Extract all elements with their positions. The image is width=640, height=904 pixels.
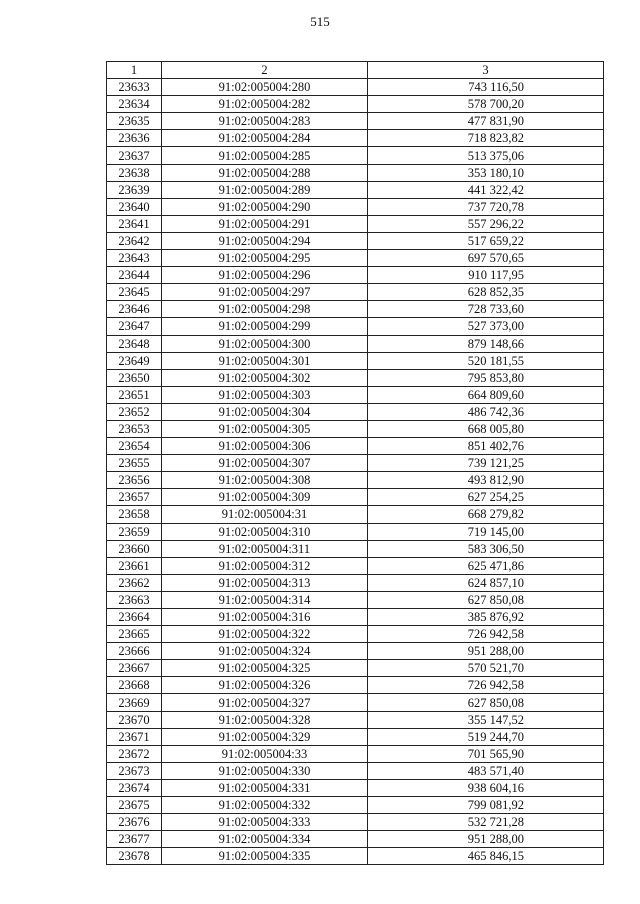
cadastral-number-cell: 91:02:005004:331 <box>162 779 368 796</box>
value-cell: 578 700,20 <box>368 96 604 113</box>
table-row <box>107 591 604 608</box>
table-row <box>107 250 604 267</box>
cadastral-number-cell: 91:02:005004:290 <box>162 198 368 215</box>
table-row <box>107 113 604 130</box>
table-row <box>107 831 604 848</box>
cadastral-number-cell: 91:02:005004:330 <box>162 762 368 779</box>
cadastral-number-cell: 91:02:005004:302 <box>162 369 368 386</box>
row-number-cell: 23640 <box>107 198 162 215</box>
cadastral-number-cell: 91:02:005004:326 <box>162 677 368 694</box>
table-header <box>107 62 604 79</box>
table-row <box>107 301 604 318</box>
row-number-cell: 23654 <box>107 438 162 455</box>
table-row <box>107 711 604 728</box>
value-cell: 353 180,10 <box>368 164 604 181</box>
cadastral-number-cell: 91:02:005004:288 <box>162 164 368 181</box>
value-cell: 493 812,90 <box>368 472 604 489</box>
cadastral-number-cell: 91:02:005004:309 <box>162 489 368 506</box>
value-cell: 557 296,22 <box>368 215 604 232</box>
page-number: 515 <box>310 14 330 29</box>
cadastral-number-cell: 91:02:005004:285 <box>162 147 368 164</box>
row-number-cell: 23643 <box>107 250 162 267</box>
table-row <box>107 677 604 694</box>
value-cell: 513 375,06 <box>368 147 604 164</box>
row-number-cell: 23655 <box>107 455 162 472</box>
table-row <box>107 814 604 831</box>
table-row <box>107 335 604 352</box>
row-number-cell: 23666 <box>107 643 162 660</box>
row-number-cell: 23678 <box>107 848 162 865</box>
value-cell: 664 809,60 <box>368 386 604 403</box>
row-number-cell: 23649 <box>107 352 162 369</box>
table-row <box>107 848 604 865</box>
row-number-cell: 23676 <box>107 814 162 831</box>
row-number-cell: 23639 <box>107 181 162 198</box>
cadastral-number-cell: 91:02:005004:296 <box>162 267 368 284</box>
row-number-cell: 23650 <box>107 369 162 386</box>
value-cell: 628 852,35 <box>368 284 604 301</box>
table-row <box>107 694 604 711</box>
cadastral-number-cell: 91:02:005004:299 <box>162 318 368 335</box>
table-row <box>107 489 604 506</box>
cadastral-number-cell: 91:02:005004:284 <box>162 130 368 147</box>
row-number-cell: 23662 <box>107 574 162 591</box>
row-number-cell: 23671 <box>107 728 162 745</box>
cadastral-number-cell: 91:02:005004:324 <box>162 643 368 660</box>
cadastral-number-cell: 91:02:005004:297 <box>162 284 368 301</box>
table-row <box>107 626 604 643</box>
value-cell: 465 846,15 <box>368 848 604 865</box>
row-number-cell: 23673 <box>107 762 162 779</box>
table-row <box>107 352 604 369</box>
row-number-cell: 23675 <box>107 797 162 814</box>
row-number-cell: 23657 <box>107 489 162 506</box>
value-cell: 583 306,50 <box>368 540 604 557</box>
table-row <box>107 557 604 574</box>
row-number-cell: 23634 <box>107 96 162 113</box>
table-row <box>107 745 604 762</box>
table-row <box>107 438 604 455</box>
table-row <box>107 779 604 796</box>
row-number-cell: 23659 <box>107 523 162 540</box>
value-cell: 799 081,92 <box>368 797 604 814</box>
cadastral-number-cell: 91:02:005004:322 <box>162 626 368 643</box>
value-cell: 951 288,00 <box>368 643 604 660</box>
row-number-cell: 23661 <box>107 557 162 574</box>
cadastral-number-cell: 91:02:005004:327 <box>162 694 368 711</box>
cadastral-number-cell: 91:02:005004:334 <box>162 831 368 848</box>
value-cell: 701 565,90 <box>368 745 604 762</box>
cadastral-number-cell: 91:02:005004:295 <box>162 250 368 267</box>
value-cell: 527 373,00 <box>368 318 604 335</box>
value-cell: 486 742,36 <box>368 403 604 420</box>
row-number-cell: 23653 <box>107 420 162 437</box>
table-body <box>107 79 604 865</box>
row-number-cell: 23652 <box>107 403 162 420</box>
value-cell: 726 942,58 <box>368 677 604 694</box>
column-header-2: 2 <box>162 62 368 79</box>
row-number-cell: 23656 <box>107 472 162 489</box>
table-row <box>107 215 604 232</box>
table-row <box>107 523 604 540</box>
value-cell: 570 521,70 <box>368 660 604 677</box>
value-cell: 627 254,25 <box>368 489 604 506</box>
row-number-cell: 23635 <box>107 113 162 130</box>
table-row <box>107 403 604 420</box>
cadastral-number-cell: 91:02:005004:280 <box>162 79 368 96</box>
value-cell: 625 471,86 <box>368 557 604 574</box>
value-cell: 851 402,76 <box>368 438 604 455</box>
table-row <box>107 420 604 437</box>
row-number-cell: 23670 <box>107 711 162 728</box>
row-number-cell: 23658 <box>107 506 162 523</box>
table-row <box>107 79 604 96</box>
table-row <box>107 147 604 164</box>
cadastral-number-cell: 91:02:005004:335 <box>162 848 368 865</box>
row-number-cell: 23648 <box>107 335 162 352</box>
cadastral-number-cell: 91:02:005004:289 <box>162 181 368 198</box>
value-cell: 627 850,08 <box>368 591 604 608</box>
data-table <box>106 61 604 865</box>
cadastral-number-cell: 91:02:005004:304 <box>162 403 368 420</box>
column-header-1: 1 <box>107 62 162 79</box>
cadastral-number-cell: 91:02:005004:314 <box>162 591 368 608</box>
cadastral-number-cell: 91:02:005004:329 <box>162 728 368 745</box>
table-row <box>107 130 604 147</box>
table-row <box>107 455 604 472</box>
table-row <box>107 540 604 557</box>
cadastral-number-cell: 91:02:005004:308 <box>162 472 368 489</box>
row-number-cell: 23638 <box>107 164 162 181</box>
cadastral-number-cell: 91:02:005004:291 <box>162 215 368 232</box>
row-number-cell: 23641 <box>107 215 162 232</box>
value-cell: 520 181,55 <box>368 352 604 369</box>
row-number-cell: 23663 <box>107 591 162 608</box>
value-cell: 441 322,42 <box>368 181 604 198</box>
value-cell: 519 244,70 <box>368 728 604 745</box>
table-row <box>107 267 604 284</box>
table-row <box>107 284 604 301</box>
column-header-3: 3 <box>368 62 604 79</box>
row-number-cell: 23667 <box>107 660 162 677</box>
value-cell: 726 942,58 <box>368 626 604 643</box>
cadastral-number-cell: 91:02:005004:306 <box>162 438 368 455</box>
value-cell: 737 720,78 <box>368 198 604 215</box>
cadastral-number-cell: 91:02:005004:305 <box>162 420 368 437</box>
value-cell: 517 659,22 <box>368 232 604 249</box>
value-cell: 627 850,08 <box>368 694 604 711</box>
row-number-cell: 23665 <box>107 626 162 643</box>
cadastral-number-cell: 91:02:005004:328 <box>162 711 368 728</box>
table-row <box>107 643 604 660</box>
cadastral-number-cell: 91:02:005004:31 <box>162 506 368 523</box>
value-cell: 951 288,00 <box>368 831 604 848</box>
table-row <box>107 574 604 591</box>
row-number-cell: 23637 <box>107 147 162 164</box>
cadastral-number-cell: 91:02:005004:300 <box>162 335 368 352</box>
cadastral-number-cell: 91:02:005004:294 <box>162 232 368 249</box>
value-cell: 668 279,82 <box>368 506 604 523</box>
value-cell: 624 857,10 <box>368 574 604 591</box>
table-row <box>107 506 604 523</box>
value-cell: 668 005,80 <box>368 420 604 437</box>
cadastral-number-cell: 91:02:005004:301 <box>162 352 368 369</box>
table-row <box>107 96 604 113</box>
table-row <box>107 164 604 181</box>
value-cell: 938 604,16 <box>368 779 604 796</box>
cadastral-number-cell: 91:02:005004:298 <box>162 301 368 318</box>
value-cell: 355 147,52 <box>368 711 604 728</box>
table-row <box>107 797 604 814</box>
value-cell: 728 733,60 <box>368 301 604 318</box>
table-row <box>107 472 604 489</box>
value-cell: 719 145,00 <box>368 523 604 540</box>
row-number-cell: 23647 <box>107 318 162 335</box>
table-row <box>107 318 604 335</box>
cadastral-number-cell: 91:02:005004:312 <box>162 557 368 574</box>
row-number-cell: 23668 <box>107 677 162 694</box>
table-row <box>107 660 604 677</box>
table-row <box>107 232 604 249</box>
table-row <box>107 609 604 626</box>
table-row <box>107 181 604 198</box>
value-cell: 718 823,82 <box>368 130 604 147</box>
cadastral-number-cell: 91:02:005004:282 <box>162 96 368 113</box>
table-row <box>107 369 604 386</box>
row-number-cell: 23677 <box>107 831 162 848</box>
cadastral-number-cell: 91:02:005004:333 <box>162 814 368 831</box>
cadastral-number-cell: 91:02:005004:307 <box>162 455 368 472</box>
row-number-cell: 23642 <box>107 232 162 249</box>
value-cell: 879 148,66 <box>368 335 604 352</box>
value-cell: 697 570,65 <box>368 250 604 267</box>
cadastral-number-cell: 91:02:005004:313 <box>162 574 368 591</box>
row-number-cell: 23660 <box>107 540 162 557</box>
cadastral-number-cell: 91:02:005004:325 <box>162 660 368 677</box>
row-number-cell: 23674 <box>107 779 162 796</box>
value-cell: 743 116,50 <box>368 79 604 96</box>
value-cell: 739 121,25 <box>368 455 604 472</box>
cadastral-number-cell: 91:02:005004:310 <box>162 523 368 540</box>
cadastral-number-cell: 91:02:005004:33 <box>162 745 368 762</box>
row-number-cell: 23651 <box>107 386 162 403</box>
cadastral-number-cell: 91:02:005004:311 <box>162 540 368 557</box>
header-row <box>107 62 604 79</box>
value-cell: 483 571,40 <box>368 762 604 779</box>
value-cell: 795 853,80 <box>368 369 604 386</box>
cadastral-number-cell: 91:02:005004:332 <box>162 797 368 814</box>
row-number-cell: 23672 <box>107 745 162 762</box>
table-row <box>107 762 604 779</box>
row-number-cell: 23636 <box>107 130 162 147</box>
row-number-cell: 23645 <box>107 284 162 301</box>
value-cell: 532 721,28 <box>368 814 604 831</box>
row-number-cell: 23664 <box>107 609 162 626</box>
row-number-cell: 23633 <box>107 79 162 96</box>
row-number-cell: 23644 <box>107 267 162 284</box>
table-row <box>107 728 604 745</box>
cadastral-number-cell: 91:02:005004:316 <box>162 609 368 626</box>
row-number-cell: 23669 <box>107 694 162 711</box>
table-row <box>107 198 604 215</box>
value-cell: 385 876,92 <box>368 609 604 626</box>
cadastral-number-cell: 91:02:005004:283 <box>162 113 368 130</box>
table-row <box>107 386 604 403</box>
value-cell: 477 831,90 <box>368 113 604 130</box>
cadastral-number-cell: 91:02:005004:303 <box>162 386 368 403</box>
value-cell: 910 117,95 <box>368 267 604 284</box>
row-number-cell: 23646 <box>107 301 162 318</box>
